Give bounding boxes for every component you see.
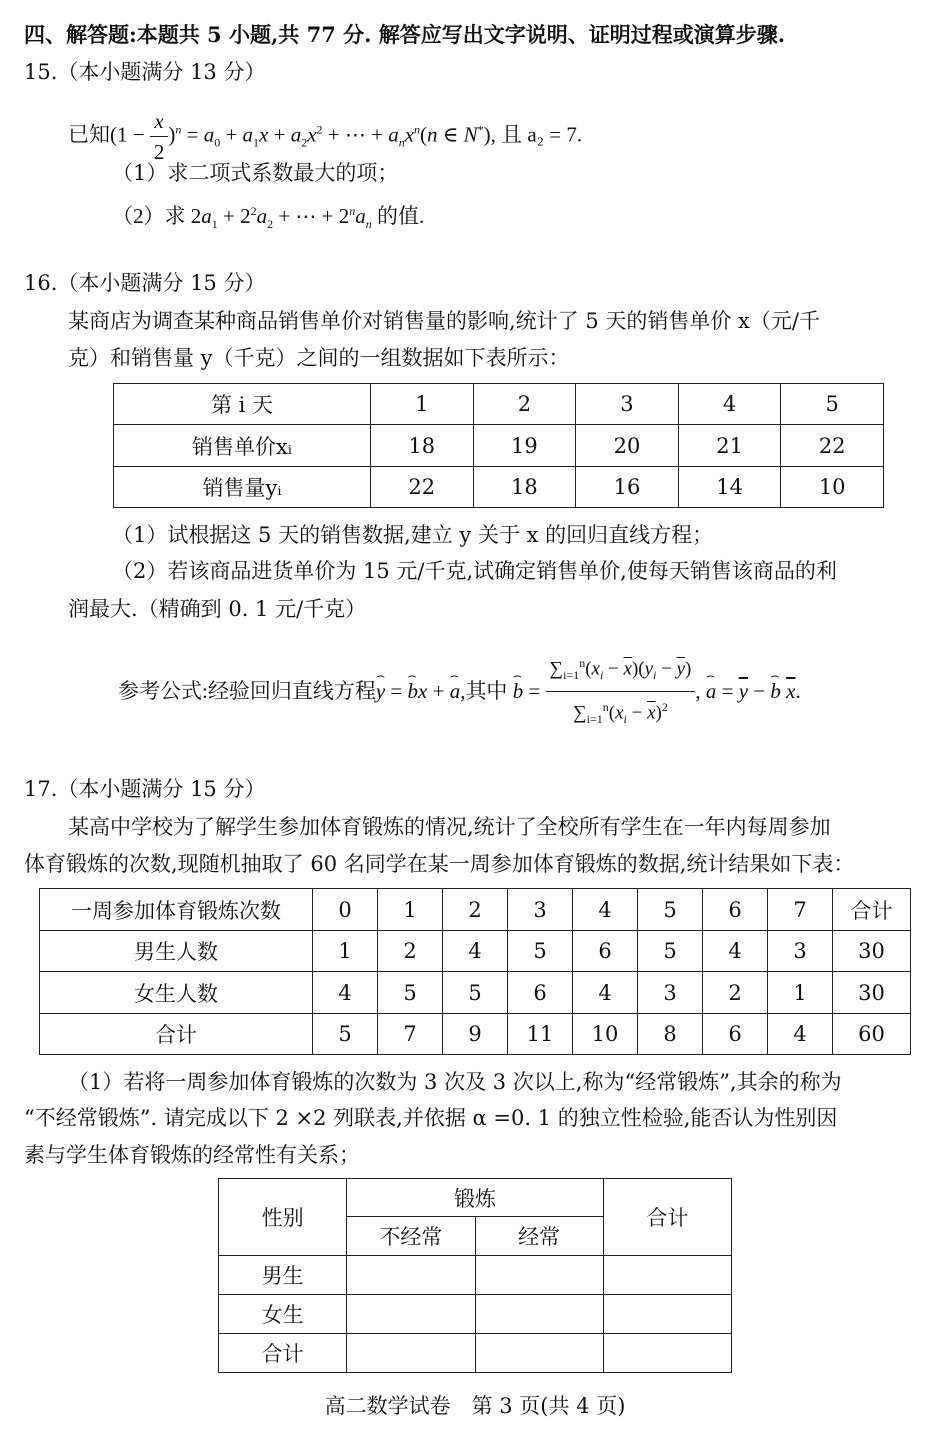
q17-cell: 4 <box>443 931 508 972</box>
contingency-blank-cell[interactable] <box>475 1295 603 1334</box>
q17-cell: 1 <box>768 972 833 1014</box>
table-row <box>114 384 884 425</box>
q17-cell: 6 <box>573 931 638 972</box>
q17-header-cell: 2 <box>443 889 508 931</box>
contingency-table <box>218 1178 732 1373</box>
q17-header-cell: 7 <box>768 889 833 931</box>
q17-cell: 1 <box>313 931 378 972</box>
q15-stem-prefix: 已知 <box>68 122 110 147</box>
table-row <box>114 425 884 467</box>
contingency-not-regular-header: 不经常 <box>347 1217 475 1256</box>
q16-sales-cell: 18 <box>473 467 576 508</box>
q17-intro-line2: 体育锻炼的次数,现随机抽取了 60 名同学在某一周参加体育锻炼的数据,统计结果如下表： <box>24 852 855 876</box>
q16-header-sales: 销售量yᵢ <box>114 467 371 508</box>
q15-stem: 已知(1 − $\frac{x}{2}$ )$^n = a_0 + a_1x + a_2x^2$ + ⋯ + $a_nx^n(n$ ∈ N*), 且 a₂ = 7. <box>68 106 582 167</box>
q16-day-cell: 5 <box>781 384 884 425</box>
contingency-blank-cell[interactable] <box>475 1334 603 1373</box>
q17-header-cell: 0 <box>313 889 378 931</box>
q17-header-cell: 一周参加体育锻炼次数 <box>40 889 313 931</box>
q17-cell: 10 <box>573 1014 638 1055</box>
q17-cell: 2 <box>703 972 768 1014</box>
table-row <box>40 931 911 972</box>
table-row <box>114 467 884 508</box>
q15-title: 15.（本小题满分 13 分） <box>24 60 266 84</box>
table-row <box>40 889 911 931</box>
q16-header-day: 第 i 天 <box>114 384 371 425</box>
table-row <box>219 1295 732 1334</box>
q16-intro-line1: 某商店为调查某种商品销售单价对销售量的影响,统计了 5 天的销售单价 x（元/千 <box>68 309 820 333</box>
q16-header-price: 销售单价xᵢ <box>114 425 371 467</box>
q17-cell: 8 <box>638 1014 703 1055</box>
q17-header-cell: 合计 <box>833 889 911 931</box>
q16-part2-line1: （2）若该商品进货单价为 15 元/千克,试确定销售单价,使每天销售该商品的利 <box>112 559 837 583</box>
contingency-blank-cell[interactable] <box>347 1295 475 1334</box>
q17-cell: 男生人数 <box>40 931 313 972</box>
contingency-row-label: 男生 <box>219 1256 347 1295</box>
q17-cell: 3 <box>638 972 703 1014</box>
q17-cell: 7 <box>378 1014 443 1055</box>
q16-price-cell: 19 <box>473 425 576 467</box>
contingency-exercise-header: 锻炼 <box>347 1179 604 1217</box>
q16-reference-formula: 参考公式:经验回归直线方程 ⌢ y = ⌢ b x + ⌢ a ,其中 ⌢ b = $\frac{\sum_{i=1}^n(x_i - \overline{x})(y_i - \overline{y})}{\sum_{i=1}^n(x_i - \overline{x})^2}$ , ⌢ a = $\overline{y}$ − ⌢ b $\overline{x}$ . <box>118 646 801 736</box>
q16-intro-line2: 克）和销售量 y（千克）之间的一组数据如下表所示： <box>68 346 570 370</box>
q17-cell: 合计 <box>40 1014 313 1055</box>
q16-price-cell: 18 <box>371 425 474 467</box>
q16-ref-end: . <box>795 679 801 703</box>
table-row <box>219 1256 732 1295</box>
contingency-row-label: 女生 <box>219 1295 347 1334</box>
q16-part1: （1）试根据这 5 天的销售数据,建立 y 关于 x 的回归直线方程； <box>112 523 714 547</box>
q15-fraction: $\frac{x}{2}$ <box>150 106 169 167</box>
q17-cell: 5 <box>378 972 443 1014</box>
q17-part1-line2: “不经常锻炼”. 请完成以下 2 ×2 列联表,并依据 α =0. 1 的独立性检验,能否认为性别因 <box>24 1106 838 1130</box>
q17-cell: 9 <box>443 1014 508 1055</box>
contingency-blank-cell[interactable] <box>603 1295 731 1334</box>
q17-header-cell: 5 <box>638 889 703 931</box>
q17-cell: 4 <box>573 972 638 1014</box>
contingency-blank-cell[interactable] <box>475 1256 603 1295</box>
contingency-regular-header: 经常 <box>475 1217 603 1256</box>
q17-header-cell: 3 <box>508 889 573 931</box>
q17-header-cell: 1 <box>378 889 443 931</box>
q15-stem-suffix: , 且 a₂ = 7. <box>490 122 583 147</box>
q15-part2-prefix: （2）求 <box>112 204 186 228</box>
q16-ref-mid: ,其中 <box>460 679 508 703</box>
table-row <box>40 972 911 1014</box>
q16-sales-cell: 22 <box>371 467 474 508</box>
q17-header-cell: 4 <box>573 889 638 931</box>
section-heading: 四、解答题:本题共 5 小题,共 77 分. 解答应写出文字说明、证明过程或演算步骤. <box>24 22 786 47</box>
q15-part1: （1）求二项式系数最大的项； <box>112 161 399 185</box>
q17-cell: 6 <box>508 972 573 1014</box>
q17-data-table <box>39 888 911 1055</box>
q16-title: 16.（本小题满分 15 分） <box>24 271 266 295</box>
q17-intro-line1: 某高中学校为了解学生参加体育锻炼的情况,统计了全校所有学生在一年内每周参加 <box>68 815 831 839</box>
contingency-blank-cell[interactable] <box>603 1256 731 1295</box>
q17-cell: 11 <box>508 1014 573 1055</box>
q16-day-cell: 3 <box>576 384 679 425</box>
q17-part1-line3: 素与学生体育锻炼的经常性有关系； <box>24 1143 360 1167</box>
q17-cell: 4 <box>313 972 378 1014</box>
q15-part2-suffix: 的值. <box>377 204 425 228</box>
q16-ref-label: 参考公式:经验回归直线方程 <box>118 679 376 703</box>
q17-cell: 4 <box>703 931 768 972</box>
table-row <box>40 1014 911 1055</box>
q16-b-fraction: $\frac{\sum_{i=1}^n(x_i - \overline{x})(y_i - \overline{y})}{\sum_{i=1}^n(x_i - \overline{x})^2}$ <box>546 648 696 733</box>
q16-sales-cell: 16 <box>576 467 679 508</box>
q16-day-cell: 2 <box>473 384 576 425</box>
q16-day-cell: 1 <box>371 384 474 425</box>
contingency-row-label: 合计 <box>219 1334 347 1373</box>
q16-day-cell: 4 <box>678 384 781 425</box>
q17-cell: 4 <box>768 1014 833 1055</box>
contingency-blank-cell[interactable] <box>603 1334 731 1373</box>
q17-cell: 2 <box>378 931 443 972</box>
q17-cell: 5 <box>638 931 703 972</box>
contingency-gender-header: 性别 <box>219 1179 347 1256</box>
q17-header-cell: 6 <box>703 889 768 931</box>
q17-cell: 6 <box>703 1014 768 1055</box>
table-row <box>219 1179 732 1217</box>
q16-sales-cell: 14 <box>678 467 781 508</box>
contingency-total-header: 合计 <box>603 1179 731 1256</box>
q17-cell: 30 <box>833 972 911 1014</box>
q17-cell: 30 <box>833 931 911 972</box>
q16-data-table <box>113 383 884 508</box>
contingency-blank-cell[interactable] <box>347 1256 475 1295</box>
q15-part2: （2）求 $2a_1 + 2^2a_2$ + ⋯ + $2^na_n$ 的值. <box>112 204 425 232</box>
contingency-blank-cell[interactable] <box>347 1334 475 1373</box>
q17-cell: 女生人数 <box>40 972 313 1014</box>
q16-part2-line2: 润最大.（精确到 0. 1 元/千克） <box>68 597 367 621</box>
q17-part1-line1: （1）若将一周参加体育锻炼的次数为 3 次及 3 次以上,称为“经常锻炼”,其余的称为 <box>68 1070 842 1094</box>
page-footer: 高二数学试卷 第 3 页(共 4 页) <box>324 1394 626 1418</box>
q17-cell: 5 <box>443 972 508 1014</box>
q16-price-cell: 21 <box>678 425 781 467</box>
q17-cell: 3 <box>768 931 833 972</box>
q17-cell: 5 <box>313 1014 378 1055</box>
q16-price-cell: 22 <box>781 425 884 467</box>
q16-price-cell: 20 <box>576 425 679 467</box>
q17-cell: 5 <box>508 931 573 972</box>
q16-sales-cell: 10 <box>781 467 884 508</box>
q17-title: 17.（本小题满分 15 分） <box>24 777 266 801</box>
q17-cell: 60 <box>833 1014 911 1055</box>
table-row <box>219 1334 732 1373</box>
